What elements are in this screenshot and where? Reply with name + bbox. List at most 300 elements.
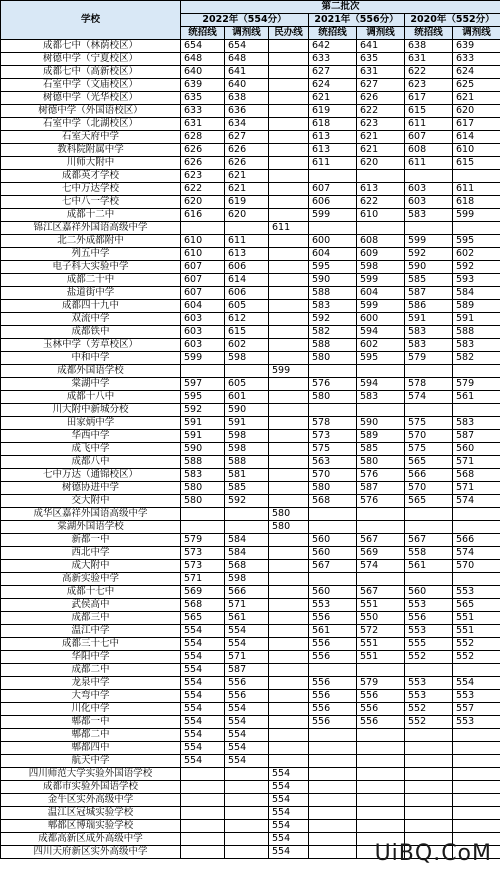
header-col: 统招线: [405, 27, 453, 40]
score-cell: 610: [357, 209, 405, 222]
score-cell: 583: [405, 209, 453, 222]
score-cell: [405, 729, 453, 742]
table-row: [1, 40, 500, 53]
score-cell: [309, 404, 357, 417]
score-cell: [269, 417, 309, 430]
score-cell: [181, 820, 225, 833]
score-cell: 573: [181, 560, 225, 573]
score-cell: 553: [405, 599, 453, 612]
header-col: 调剂线: [357, 27, 405, 40]
school-name-cell: 成都十七中: [1, 586, 181, 599]
score-cell: 583: [181, 469, 225, 482]
score-cell: 639: [453, 40, 500, 53]
score-cell: [269, 170, 309, 183]
table-row: [1, 66, 500, 79]
score-cell: 592: [453, 261, 500, 274]
score-cell: 568: [225, 560, 269, 573]
score-cell: 613: [225, 248, 269, 261]
table-row: [1, 781, 500, 794]
score-cell: 634: [225, 118, 269, 131]
table-body: [1, 40, 500, 859]
score-cell: [309, 222, 357, 235]
table-row: [1, 495, 500, 508]
score-cell: [405, 781, 453, 794]
score-cell: 614: [453, 131, 500, 144]
score-cell: [357, 807, 405, 820]
score-cell: 558: [405, 547, 453, 560]
school-name-cell: 锦江区嘉祥外国语高级中学: [1, 222, 181, 235]
score-cell: 556: [309, 638, 357, 651]
score-cell: 575: [309, 443, 357, 456]
score-cell: 556: [357, 690, 405, 703]
score-cell: 635: [357, 53, 405, 66]
score-cell: 582: [309, 326, 357, 339]
score-cell: 584: [225, 547, 269, 560]
school-name-cell: 成大附中: [1, 560, 181, 573]
school-name-cell: 成都铁中: [1, 326, 181, 339]
score-cell: [269, 729, 309, 742]
score-cell: [357, 755, 405, 768]
score-cell: [269, 495, 309, 508]
score-cell: [269, 469, 309, 482]
score-cell: [357, 742, 405, 755]
school-name-cell: 七中万达学校: [1, 183, 181, 196]
score-cell: 594: [357, 378, 405, 391]
score-cell: [309, 755, 357, 768]
score-cell: [225, 508, 269, 521]
score-cell: 654: [181, 40, 225, 53]
score-cell: [269, 339, 309, 352]
score-cell: [309, 521, 357, 534]
score-cell: 615: [405, 105, 453, 118]
table-row: [1, 482, 500, 495]
score-cell: 576: [357, 495, 405, 508]
score-cell: [309, 846, 357, 859]
score-cell: 552: [453, 651, 500, 664]
score-cell: 628: [181, 131, 225, 144]
score-cell: 626: [225, 144, 269, 157]
school-name-cell: 西北中学: [1, 547, 181, 560]
score-cell: 551: [357, 651, 405, 664]
score-cell: 574: [453, 547, 500, 560]
score-cell: 557: [453, 703, 500, 716]
score-cell: 606: [309, 196, 357, 209]
score-cell: 611: [405, 118, 453, 131]
table-row: [1, 794, 500, 807]
table-row: [1, 235, 500, 248]
score-cell: [269, 131, 309, 144]
score-cell: 611: [309, 157, 357, 170]
table-row: [1, 144, 500, 157]
score-cell: 621: [225, 183, 269, 196]
school-name-cell: 温江区冠城实验学校: [1, 807, 181, 820]
table-row: [1, 248, 500, 261]
score-cell: 571: [181, 573, 225, 586]
score-cell: 575: [405, 443, 453, 456]
score-cell: [269, 599, 309, 612]
score-cell: 574: [453, 495, 500, 508]
score-cell: 626: [181, 157, 225, 170]
score-cell: 560: [309, 547, 357, 560]
score-cell: [269, 651, 309, 664]
score-cell: 554: [181, 729, 225, 742]
school-name-cell: 华阳中学: [1, 651, 181, 664]
score-cell: [181, 807, 225, 820]
score-cell: 602: [453, 248, 500, 261]
score-cell: [453, 807, 500, 820]
score-cell: 609: [357, 248, 405, 261]
score-cell: 566: [225, 586, 269, 599]
score-cell: 633: [453, 53, 500, 66]
score-cell: 626: [181, 144, 225, 157]
score-cell: 554: [225, 755, 269, 768]
score-cell: 554: [181, 638, 225, 651]
table-row: [1, 352, 500, 365]
score-cell: 572: [357, 625, 405, 638]
score-cell: 603: [181, 339, 225, 352]
score-cell: 622: [357, 196, 405, 209]
score-cell: 553: [453, 586, 500, 599]
school-name-cell: 华西中学: [1, 430, 181, 443]
score-cell: 554: [181, 651, 225, 664]
score-cell: [269, 638, 309, 651]
score-cell: 642: [309, 40, 357, 53]
school-name-cell: 成都二十中: [1, 274, 181, 287]
header-col: 统招线: [181, 27, 225, 40]
school-name-cell: 树德中学（外国语校区）: [1, 105, 181, 118]
score-cell: [269, 612, 309, 625]
score-cell: 560: [309, 586, 357, 599]
header-col: 统招线: [309, 27, 357, 40]
score-cell: 608: [405, 144, 453, 157]
score-cell: [269, 196, 309, 209]
score-cell: [309, 365, 357, 378]
score-cell: [357, 170, 405, 183]
school-name-cell: 川师大附中: [1, 157, 181, 170]
score-cell: 638: [225, 92, 269, 105]
score-cell: 598: [357, 261, 405, 274]
score-cell: 580: [309, 352, 357, 365]
table-row: [1, 534, 500, 547]
score-cell: [453, 573, 500, 586]
score-cell: 556: [309, 690, 357, 703]
score-cell: 587: [225, 664, 269, 677]
score-cell: [405, 664, 453, 677]
score-cell: 603: [181, 326, 225, 339]
score-cell: [269, 742, 309, 755]
header-year-2020: 2020年（552分）: [405, 14, 500, 27]
score-cell: 569: [357, 547, 405, 560]
table-row: [1, 170, 500, 183]
score-cell: 588: [309, 339, 357, 352]
table-row: [1, 417, 500, 430]
score-cell: 604: [309, 248, 357, 261]
score-cell: 579: [405, 352, 453, 365]
school-name-cell: 郫都一中: [1, 716, 181, 729]
score-cell: 561: [225, 612, 269, 625]
school-name-cell: 高新实验中学: [1, 573, 181, 586]
school-name-cell: 树德中学（光华校区）: [1, 92, 181, 105]
score-cell: [269, 716, 309, 729]
score-cell: 565: [405, 495, 453, 508]
score-cell: 638: [405, 40, 453, 53]
score-cell: 563: [309, 456, 357, 469]
score-cell: [269, 209, 309, 222]
score-cell: 640: [181, 66, 225, 79]
score-cell: 592: [405, 248, 453, 261]
school-name-cell: 七中万达（通锦校区）: [1, 469, 181, 482]
table-row: [1, 716, 500, 729]
school-name-cell: 四川师范大学实验外国语学校: [1, 768, 181, 781]
table-row: [1, 690, 500, 703]
table-row: [1, 209, 500, 222]
score-cell: 614: [225, 274, 269, 287]
score-cell: 617: [453, 118, 500, 131]
score-cell: [405, 508, 453, 521]
school-name-cell: 树德中学（宁夏校区）: [1, 53, 181, 66]
score-cell: 583: [405, 326, 453, 339]
score-cell: [269, 404, 309, 417]
score-cell: 633: [181, 105, 225, 118]
school-name-cell: 交大附中: [1, 495, 181, 508]
score-cell: [453, 664, 500, 677]
table-row: [1, 625, 500, 638]
header-col: 调剂线: [225, 27, 269, 40]
score-cell: 599: [357, 300, 405, 313]
score-cell: 602: [225, 339, 269, 352]
score-cell: 611: [453, 183, 500, 196]
score-cell: [405, 404, 453, 417]
score-cell: 610: [181, 235, 225, 248]
score-cell: [269, 53, 309, 66]
score-cell: [269, 144, 309, 157]
score-cell: [269, 677, 309, 690]
score-cell: 576: [357, 469, 405, 482]
score-cell: 604: [357, 287, 405, 300]
score-cell: [357, 794, 405, 807]
score-cell: 551: [453, 625, 500, 638]
score-cell: 623: [405, 79, 453, 92]
school-name-cell: 金牛区实外高级中学: [1, 794, 181, 807]
score-cell: [225, 820, 269, 833]
score-cell: 570: [405, 430, 453, 443]
score-cell: 554: [225, 703, 269, 716]
score-cell: 573: [181, 547, 225, 560]
school-name-cell: 成都市实验外国语学校: [1, 781, 181, 794]
score-cell: 579: [181, 534, 225, 547]
score-cell: 617: [405, 92, 453, 105]
score-cell: 589: [357, 430, 405, 443]
score-cell: 592: [225, 495, 269, 508]
school-name-cell: 四川天府新区实外高级中学: [1, 846, 181, 859]
score-cell: 627: [225, 131, 269, 144]
school-name-cell: 双流中学: [1, 313, 181, 326]
score-cell: 568: [453, 469, 500, 482]
score-cell: [269, 274, 309, 287]
score-cell: 623: [357, 118, 405, 131]
score-cell: 578: [309, 417, 357, 430]
score-cell: 570: [309, 469, 357, 482]
score-cell: 597: [181, 378, 225, 391]
school-name-cell: 成都十二中: [1, 209, 181, 222]
table-header: [1, 1, 500, 40]
score-cell: [269, 40, 309, 53]
score-cell: 591: [453, 313, 500, 326]
header-col: 民办线: [269, 27, 309, 40]
school-name-cell: 成华区嘉祥外国语高级中学: [1, 508, 181, 521]
score-cell: 595: [453, 235, 500, 248]
score-cell: 641: [357, 40, 405, 53]
score-cell: 619: [225, 196, 269, 209]
school-name-cell: 川大附中新城分校: [1, 404, 181, 417]
score-cell: [269, 66, 309, 79]
score-cell: [453, 729, 500, 742]
score-cell: [269, 313, 309, 326]
score-cell: 607: [181, 287, 225, 300]
table-row: [1, 326, 500, 339]
score-cell: 583: [453, 339, 500, 352]
score-cell: 554: [269, 846, 309, 859]
score-cell: [225, 222, 269, 235]
table-row: [1, 469, 500, 482]
school-name-cell: 石室中学（北湖校区）: [1, 118, 181, 131]
score-cell: [269, 690, 309, 703]
table-row: [1, 573, 500, 586]
score-cell: 599: [453, 209, 500, 222]
score-cell: 598: [225, 573, 269, 586]
header-year-2021: 2021年（556分）: [309, 14, 405, 27]
score-cell: 554: [181, 690, 225, 703]
score-cell: [357, 729, 405, 742]
table-row: [1, 287, 500, 300]
score-cell: [181, 846, 225, 859]
score-cell: [309, 820, 357, 833]
table-row: [1, 508, 500, 521]
score-cell: 605: [225, 378, 269, 391]
table-row: [1, 118, 500, 131]
score-cell: [269, 261, 309, 274]
score-cell: [405, 820, 453, 833]
school-name-cell: 成飞中学: [1, 443, 181, 456]
score-cell: 584: [225, 534, 269, 547]
school-name-cell: 郫都四中: [1, 742, 181, 755]
score-cell: [453, 755, 500, 768]
score-cell: 595: [357, 352, 405, 365]
score-cell: 599: [405, 235, 453, 248]
score-cell: 556: [309, 677, 357, 690]
score-cell: [357, 521, 405, 534]
score-cell: 599: [309, 209, 357, 222]
score-cell: 556: [357, 703, 405, 716]
score-cell: [453, 742, 500, 755]
score-cell: 633: [309, 53, 357, 66]
score-cell: 588: [453, 326, 500, 339]
score-cell: 580: [269, 521, 309, 534]
score-cell: 611: [269, 222, 309, 235]
score-cell: 598: [225, 443, 269, 456]
school-name-cell: 成都英才学校: [1, 170, 181, 183]
table-row: [1, 157, 500, 170]
score-cell: [309, 664, 357, 677]
table-row: [1, 651, 500, 664]
score-cell: 615: [453, 157, 500, 170]
score-cell: [357, 222, 405, 235]
score-cell: [453, 222, 500, 235]
score-cell: [309, 729, 357, 742]
score-cell: [269, 248, 309, 261]
school-name-cell: 航天中学: [1, 755, 181, 768]
score-cell: [181, 521, 225, 534]
score-cell: 566: [405, 469, 453, 482]
score-cell: [309, 833, 357, 846]
score-cell: [405, 755, 453, 768]
score-cell: 556: [405, 612, 453, 625]
score-cell: [269, 586, 309, 599]
score-cell: 556: [309, 703, 357, 716]
score-cell: 556: [225, 690, 269, 703]
score-cell: [225, 781, 269, 794]
score-cell: [309, 742, 357, 755]
table-row: [1, 599, 500, 612]
table-row: [1, 586, 500, 599]
score-cell: 590: [357, 417, 405, 430]
table-row: [1, 521, 500, 534]
score-cell: [357, 781, 405, 794]
score-cell: 622: [181, 183, 225, 196]
score-cell: 598: [225, 352, 269, 365]
score-cell: [357, 404, 405, 417]
score-cell: 556: [225, 677, 269, 690]
score-cell: 620: [181, 196, 225, 209]
score-cell: [405, 170, 453, 183]
score-cell: 580: [269, 508, 309, 521]
score-cell: 599: [357, 274, 405, 287]
table-row: [1, 560, 500, 573]
score-cell: 595: [181, 391, 225, 404]
score-cell: [225, 365, 269, 378]
watermark-logo: UiBQ.CoM: [374, 841, 492, 866]
score-cell: [269, 443, 309, 456]
score-cell: 594: [357, 326, 405, 339]
score-cell: 570: [453, 560, 500, 573]
score-cell: 595: [309, 261, 357, 274]
score-cell: 571: [225, 599, 269, 612]
score-cell: 590: [405, 261, 453, 274]
score-cell: 610: [453, 144, 500, 157]
table-row: [1, 742, 500, 755]
table-row: [1, 664, 500, 677]
score-cell: 603: [405, 183, 453, 196]
score-cell: [181, 222, 225, 235]
school-name-cell: 成都七中（高新校区）: [1, 66, 181, 79]
score-cell: 624: [309, 79, 357, 92]
score-cell: 640: [225, 79, 269, 92]
score-cell: 556: [309, 716, 357, 729]
score-cell: [269, 300, 309, 313]
score-cell: 584: [453, 287, 500, 300]
score-cell: [309, 573, 357, 586]
score-cell: [269, 560, 309, 573]
score-cell: 619: [309, 105, 357, 118]
score-cell: [181, 794, 225, 807]
score-cell: 580: [309, 482, 357, 495]
table-row: [1, 820, 500, 833]
score-cell: [269, 573, 309, 586]
score-cell: 607: [309, 183, 357, 196]
score-cell: 567: [357, 534, 405, 547]
table-row: [1, 768, 500, 781]
score-cell: 567: [357, 586, 405, 599]
